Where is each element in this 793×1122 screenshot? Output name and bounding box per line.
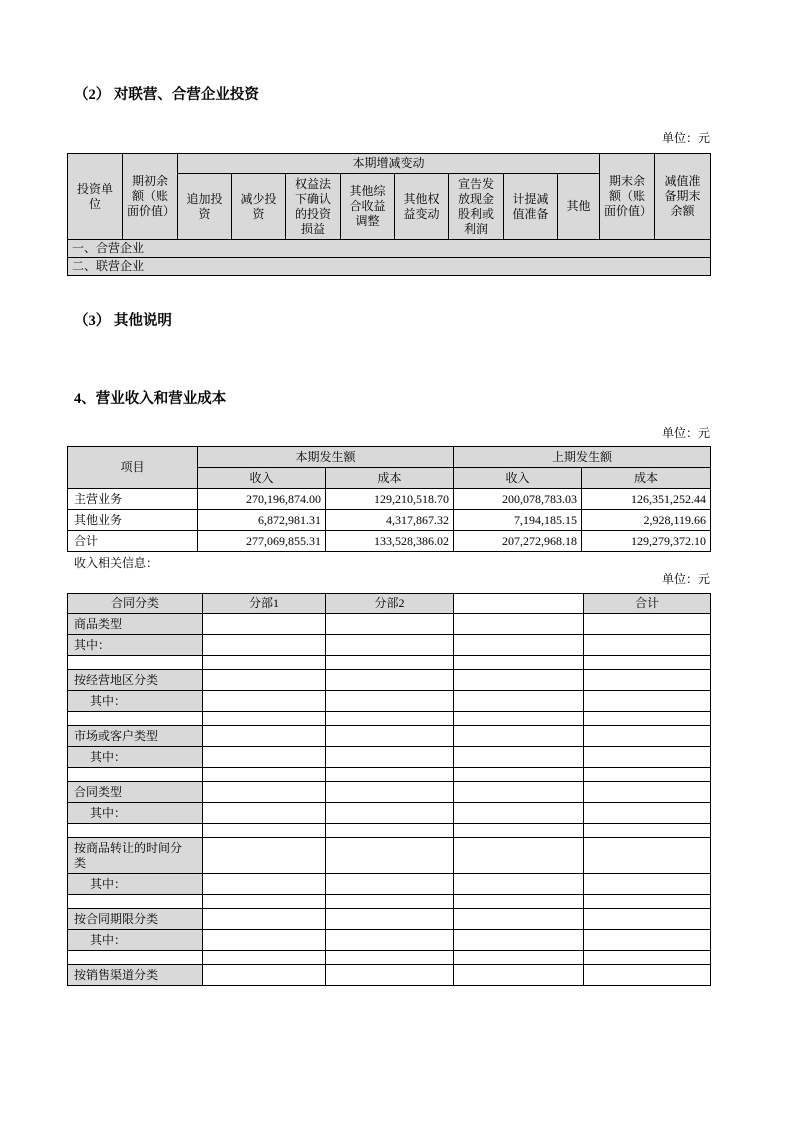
value-cell: 7,194,185.15 (454, 510, 582, 531)
col-header-prior-income: 收入 (454, 468, 582, 489)
cell-including: 其中： (68, 747, 203, 768)
row-associates: 二、联营企业 (68, 258, 711, 276)
empty-cell (454, 670, 584, 691)
empty-cell (454, 726, 584, 747)
empty-cell (326, 726, 454, 747)
empty-cell (326, 614, 454, 635)
empty-cell (68, 951, 203, 965)
empty-cell (68, 824, 203, 838)
row-joint-ventures: 一、合营企业 (68, 240, 711, 258)
empty-cell (584, 614, 711, 635)
empty-cell (68, 768, 203, 782)
cell-by-contract-term: 按合同期限分类 (68, 909, 203, 930)
empty-cell (203, 768, 326, 782)
empty-cell (203, 656, 326, 670)
col-header-current-period: 本期发生额 (198, 447, 454, 468)
col-header-additional-investment: 追加投资 (178, 174, 232, 240)
table-row (68, 656, 711, 670)
table-row (68, 726, 711, 747)
row-label-other-business: 其他业务 (68, 510, 198, 531)
cell-product-type: 商品类型 (68, 614, 203, 635)
table-header-row (68, 154, 711, 174)
empty-cell (203, 691, 326, 712)
unit-label-contract: 单位：元 (661, 572, 710, 586)
value-cell: 133,528,386.02 (326, 531, 454, 552)
empty-cell (454, 768, 584, 782)
value-cell: 277,069,855.31 (198, 531, 326, 552)
empty-cell (454, 965, 584, 986)
empty-cell (584, 747, 711, 768)
revenue-table (67, 446, 711, 552)
empty-cell (454, 803, 584, 824)
table-header-row (68, 447, 711, 468)
cell-contract-type: 合同类型 (68, 782, 203, 803)
empty-cell (203, 951, 326, 965)
empty-cell (326, 930, 454, 951)
empty-cell (326, 803, 454, 824)
empty-cell (203, 874, 326, 895)
col-header-equity-method-pnl: 权益法下确认的投资损益 (286, 174, 341, 240)
col-header-oci-adjustment: 其他综合收益调整 (341, 174, 395, 240)
empty-cell (584, 726, 711, 747)
empty-cell (584, 838, 711, 874)
empty-cell (584, 768, 711, 782)
table-row (68, 747, 711, 768)
table-row (68, 782, 711, 803)
empty-cell (203, 747, 326, 768)
empty-cell (326, 965, 454, 986)
col-header-item: 项目 (68, 447, 198, 489)
table-row (68, 874, 711, 895)
col-header-current-cost: 成本 (326, 468, 454, 489)
table-row-other-business (68, 510, 711, 531)
empty-cell (326, 635, 454, 656)
empty-cell (203, 803, 326, 824)
value-cell: 126,351,252.44 (582, 489, 711, 510)
col-header-period-changes: 本期增减变动 (178, 154, 600, 174)
row-label-main-business: 主营业务 (68, 489, 198, 510)
empty-cell (326, 824, 454, 838)
empty-cell (584, 656, 711, 670)
revenue-info-label: 收入相关信息： (74, 556, 159, 570)
col-header-beginning-balance: 期初余额（账面价值） (123, 154, 178, 240)
empty-cell (584, 930, 711, 951)
table-row (68, 838, 711, 874)
cell-including: 其中： (68, 930, 203, 951)
cell-by-region: 按经营地区分类 (68, 670, 203, 691)
empty-cell (203, 824, 326, 838)
empty-cell (454, 874, 584, 895)
empty-cell (68, 656, 203, 670)
cell-including: 其中： (68, 803, 203, 824)
empty-cell (326, 768, 454, 782)
empty-cell (203, 930, 326, 951)
col-header-prior-cost: 成本 (582, 468, 711, 489)
empty-cell (584, 691, 711, 712)
empty-cell (326, 712, 454, 726)
cell-including: 其中： (68, 635, 203, 656)
table-row (68, 768, 711, 782)
value-cell: 270,196,874.00 (198, 489, 326, 510)
empty-cell (584, 803, 711, 824)
col-header-current-income: 收入 (198, 468, 326, 489)
empty-cell (454, 909, 584, 930)
heading-revenue-cost: 4、营业收入和营业成本 (74, 391, 227, 407)
table-row (68, 909, 711, 930)
empty-cell (326, 951, 454, 965)
empty-cell (584, 965, 711, 986)
col-header-other-equity-changes: 其他权益变动 (395, 174, 449, 240)
value-cell: 4,317,867.32 (326, 510, 454, 531)
col-header-segment-2: 分部2 (326, 594, 454, 614)
col-header-prior-period: 上期发生额 (454, 447, 711, 468)
value-cell: 200,078,783.03 (454, 489, 582, 510)
row-label-total: 合计 (68, 531, 198, 552)
empty-cell (584, 874, 711, 895)
empty-cell (203, 614, 326, 635)
empty-cell (68, 712, 203, 726)
empty-cell (326, 670, 454, 691)
col-header-segment-1: 分部1 (203, 594, 326, 614)
empty-cell (326, 656, 454, 670)
value-cell: 207,272,968.18 (454, 531, 582, 552)
unit-label-investment: 单位：元 (661, 131, 710, 145)
table-row (68, 670, 711, 691)
value-cell: 129,279,372.10 (582, 531, 711, 552)
empty-cell (584, 824, 711, 838)
empty-cell (454, 614, 584, 635)
cell-market-or-customer-type: 市场或客户类型 (68, 726, 203, 747)
heading-other-notes: （3） 其他说明 (74, 313, 172, 329)
empty-cell (584, 670, 711, 691)
empty-cell (203, 726, 326, 747)
table-row (68, 712, 711, 726)
empty-cell (454, 691, 584, 712)
heading-investment-associates: （2） 对联营、合营企业投资 (74, 87, 259, 103)
col-header-reduced-investment: 减少投资 (232, 174, 286, 240)
col-header-impairment-provision: 计提减值准备 (504, 174, 558, 240)
table-row-main-business (68, 489, 711, 510)
empty-cell (454, 838, 584, 874)
empty-cell (203, 712, 326, 726)
empty-cell (454, 635, 584, 656)
empty-cell (326, 909, 454, 930)
table-row (68, 240, 711, 258)
col-header-ending-balance: 期末余额（账面价值） (600, 154, 655, 240)
empty-cell (203, 895, 326, 909)
empty-cell (454, 930, 584, 951)
cell-including: 其中： (68, 874, 203, 895)
empty-cell (203, 670, 326, 691)
empty-cell (584, 782, 711, 803)
empty-cell (454, 782, 584, 803)
col-header-other: 其他 (558, 174, 600, 240)
empty-cell (203, 635, 326, 656)
empty-cell (326, 838, 454, 874)
value-cell: 6,872,981.31 (198, 510, 326, 531)
value-cell: 2,928,119.66 (582, 510, 711, 531)
empty-cell (326, 691, 454, 712)
empty-cell (584, 951, 711, 965)
empty-cell (203, 965, 326, 986)
empty-cell (454, 747, 584, 768)
empty-cell (203, 838, 326, 874)
empty-cell (584, 909, 711, 930)
col-header-contract-classification: 合同分类 (68, 594, 203, 614)
table-row (68, 824, 711, 838)
investment-table (67, 153, 711, 276)
empty-cell (68, 895, 203, 909)
col-header-impairment-ending: 减值准备期末余额 (655, 154, 711, 240)
table-row (68, 258, 711, 276)
table-row (68, 691, 711, 712)
empty-cell (584, 635, 711, 656)
empty-cell (584, 712, 711, 726)
col-header-total: 合计 (584, 594, 711, 614)
table-row (68, 635, 711, 656)
cell-by-sales-channel: 按销售渠道分类 (68, 965, 203, 986)
table-row (68, 614, 711, 635)
empty-cell (454, 951, 584, 965)
table-row (68, 895, 711, 909)
cell-by-transfer-timing: 按商品转让的时间分类 (68, 838, 203, 874)
contract-classification-table (67, 593, 711, 986)
unit-label-revenue: 单位：元 (661, 426, 710, 440)
table-row (68, 965, 711, 986)
empty-cell (326, 874, 454, 895)
cell-including: 其中： (68, 691, 203, 712)
empty-cell (584, 895, 711, 909)
col-header-invest-unit: 投资单位 (68, 154, 123, 240)
table-row (68, 930, 711, 951)
empty-cell (454, 712, 584, 726)
col-header-empty (454, 594, 584, 614)
empty-cell (326, 747, 454, 768)
empty-cell (326, 895, 454, 909)
table-header-row (68, 594, 711, 614)
table-row-total (68, 531, 711, 552)
value-cell: 129,210,518.70 (326, 489, 454, 510)
table-row (68, 951, 711, 965)
col-header-declared-dividends: 宣告发放现金股利或利润 (449, 174, 504, 240)
empty-cell (454, 824, 584, 838)
page-content (67, 0, 711, 986)
empty-cell (454, 895, 584, 909)
empty-cell (203, 782, 326, 803)
empty-cell (203, 909, 326, 930)
empty-cell (326, 782, 454, 803)
empty-cell (454, 656, 584, 670)
table-row (68, 803, 711, 824)
